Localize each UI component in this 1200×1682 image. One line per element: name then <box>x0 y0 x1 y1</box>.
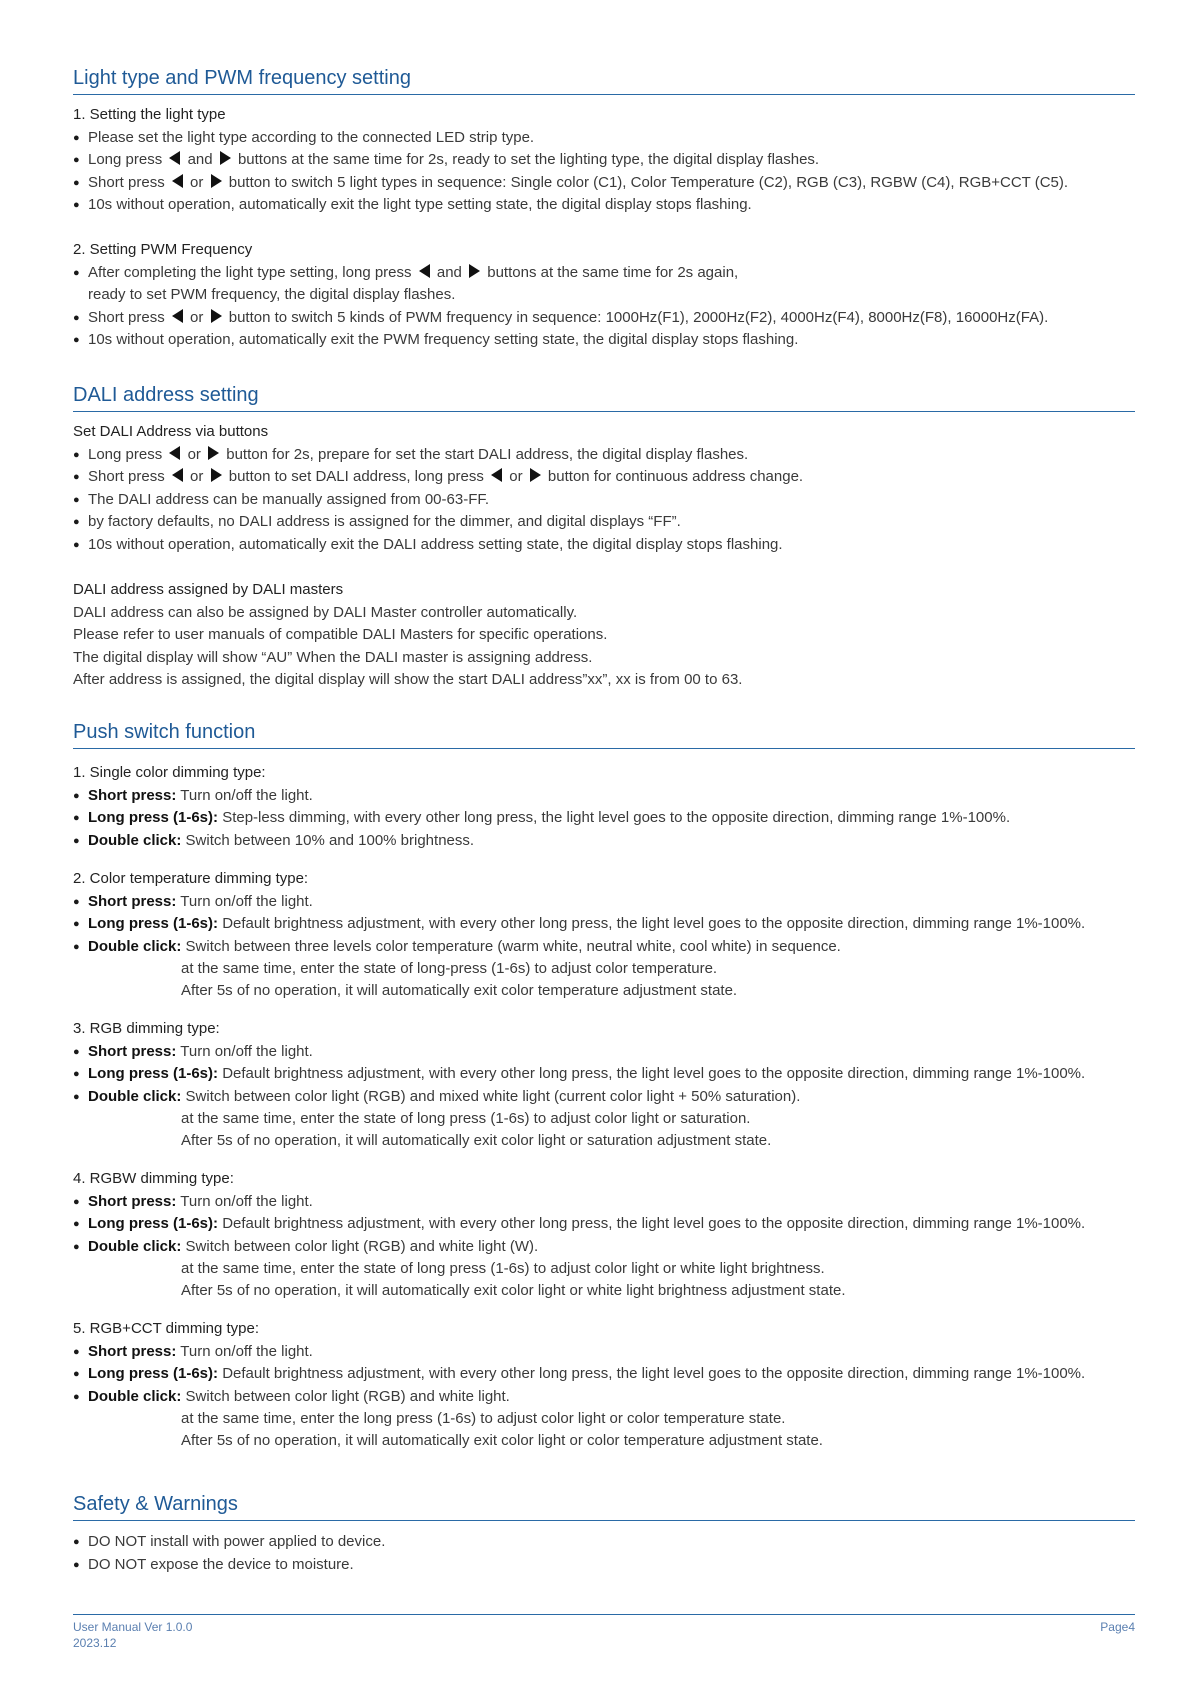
right-triangle-icon <box>469 264 480 278</box>
left-triangle-icon <box>491 468 502 482</box>
bullet-icon: ● <box>73 1045 80 1058</box>
footer-page-number: Page4 <box>1100 1620 1135 1634</box>
bullet-icon: ● <box>73 918 80 930</box>
push-group-2 <box>73 868 1135 1002</box>
list-item: ● Double click: Switch between 10% and 100% brightness. <box>73 830 1135 853</box>
list-item-continuation: ready to set PWM frequency, the digital display flashes. <box>88 286 456 303</box>
bullet-icon: ● <box>73 1090 80 1103</box>
list-item: ● Short press: Turn on/off the light. <box>73 1041 1135 1064</box>
paragraph-line: Please refer to user manuals of compatible DALI Masters for specific operations. <box>73 626 608 643</box>
list-item: ● Please set the light type according to the connected LED strip type. <box>73 127 1135 150</box>
bullet-icon: ● <box>73 176 80 189</box>
section-title: Light type and PWM frequency setting <box>73 66 1135 95</box>
bullet-icon: ● <box>73 1068 80 1080</box>
left-triangle-icon <box>172 309 183 323</box>
subheading: 3. RGB dimming type: <box>73 1020 220 1037</box>
bullet-icon: ● <box>73 266 80 279</box>
bullet-icon: ● <box>73 471 80 483</box>
subheading: Set DALI Address via buttons <box>73 423 269 440</box>
bullet-icon: ● <box>73 199 80 211</box>
bullet-icon: ● <box>73 1345 80 1358</box>
push-section-header <box>73 720 1135 749</box>
bullet-icon: ● <box>73 940 80 953</box>
list-item: ● Double click: Switch between color light (RGB) and white light. <box>73 1386 1135 1409</box>
push-group-5 <box>73 1318 1135 1452</box>
indented-note: at the same time, enter the state of long press (1-6s) to adjust color light or white light brightness. <box>181 1260 825 1277</box>
list-item: ● Long press (1-6s): Default brightness adjustment, with every other long press, the light level goes to the opposite direction, dimming range 1%-100%. <box>73 1063 1135 1086</box>
bullet-icon: ● <box>73 538 80 551</box>
paragraph-line: After address is assigned, the digital display will show the start DALI address”xx”, xx is from 00 to 63. <box>73 671 743 688</box>
dali-buttons-block <box>73 421 1135 556</box>
indented-note: at the same time, enter the long press (1-6s) to adjust color light or color temperature state. <box>181 1410 786 1427</box>
list-item: ● Double click: Switch between color light (RGB) and mixed white light (current color light + 50% saturation). <box>73 1086 1135 1109</box>
bullet-icon: ● <box>73 789 80 802</box>
list-item: ● Short press or button to switch 5 light types in sequence: Single color (C1), Color Temperature (C2), RGB (C3), RGBW (C4), RGB+CCT (C5). <box>73 172 1135 195</box>
bullet-icon: ● <box>73 895 80 908</box>
list-item: ● 10s without operation, automatically exit the light type setting state, the digital display stops flashing. <box>73 194 1135 217</box>
list-item: ● Double click: Switch between color light (RGB) and white light (W). <box>73 1236 1135 1259</box>
subheading: DALI address assigned by DALI masters <box>73 581 344 598</box>
push-group-3 <box>73 1018 1135 1152</box>
paragraph-line: The digital display will show “AU” When the DALI master is assigning address. <box>73 648 593 666</box>
list-item: ● by factory defaults, no DALI address is assigned for the dimmer, and digital displays “FF”. <box>73 511 1135 534</box>
list-item: ● 10s without operation, automatically exit the PWM frequency setting state, the digital display stops flashing. <box>73 329 1135 352</box>
list-item: ● After completing the light type setting, long press and buttons at the same time for 2s again, <box>73 262 1135 285</box>
safety-section-header <box>73 1492 1135 1521</box>
indented-note: After 5s of no operation, it will automatically exit color temperature adjustment state. <box>181 982 738 999</box>
left-triangle-icon <box>172 174 183 188</box>
left-triangle-icon <box>172 468 183 482</box>
bullet-icon: ● <box>73 834 80 847</box>
indented-note: After 5s of no operation, it will automatically exit color light or color temperature adjustment state. <box>181 1432 823 1449</box>
bullet-icon: ● <box>73 812 80 824</box>
push-group-1 <box>73 762 1135 852</box>
list-item: ● Short press or button to set DALI address, long press or button for continuous address change. <box>73 466 1135 489</box>
indented-note: After 5s of no operation, it will automatically exit color light or saturation adjustment state. <box>181 1132 772 1149</box>
right-triangle-icon <box>208 446 219 460</box>
list-item: ● Long press or button for 2s, prepare for set the start DALI address, the digital display flashes. <box>73 444 1135 467</box>
list-item: ● Long press (1-6s): Default brightness adjustment, with every other long press, the light level goes to the opposite direction, dimming range 1%-100%. <box>73 1213 1135 1236</box>
list-item: ● Long press (1-6s): Default brightness adjustment, with every other long press, the light level goes to the opposite direction, dimming range 1%-100%. <box>73 1363 1135 1386</box>
bullet-icon: ● <box>73 1240 80 1253</box>
indented-note: at the same time, enter the state of long press (1-6s) to adjust color light or saturation. <box>181 1110 751 1127</box>
right-triangle-icon <box>220 151 231 165</box>
bullet-icon: ● <box>73 334 80 346</box>
left-triangle-icon <box>169 446 180 460</box>
section-title: Safety & Warnings <box>73 1492 1135 1521</box>
right-triangle-icon <box>211 174 222 188</box>
subheading: 4. RGBW dimming type: <box>73 1170 234 1187</box>
bullet-icon: ● <box>73 131 80 144</box>
bullet-icon: ● <box>73 1218 80 1230</box>
light-type-block <box>73 104 1135 217</box>
left-triangle-icon <box>419 264 430 278</box>
section-title: Push switch function <box>73 720 1135 749</box>
paragraph-line: DALI address can also be assigned by DALI Master controller automatically. <box>73 603 578 621</box>
dali-section-header <box>73 383 1135 412</box>
bullet-icon: ● <box>73 1368 80 1380</box>
indented-note: After 5s of no operation, it will automatically exit color light or white light brightness adjustment state. <box>181 1282 846 1299</box>
list-item: ● Long press (1-6s): Step-less dimming, with every other long press, the light level goes to the opposite direction, dimming range 1%-100%. <box>73 807 1135 830</box>
push-group-4 <box>73 1168 1135 1302</box>
list-item: ● Long press and buttons at the same time for 2s, ready to set the lighting type, the digital display flashes. <box>73 149 1135 172</box>
list-item: ● DO NOT install with power applied to device. <box>73 1531 1135 1554</box>
subheading: 2. Setting PWM Frequency <box>73 241 253 258</box>
bullet-icon: ● <box>73 311 80 324</box>
list-item: ● Short press: Turn on/off the light. <box>73 785 1135 808</box>
list-item: ● Short press: Turn on/off the light. <box>73 1341 1135 1364</box>
list-item: ● Double click: Switch between three levels color temperature (warm white, neutral white, cool white) in sequence. <box>73 936 1135 959</box>
bullet-icon: ● <box>73 1390 80 1403</box>
dali-master-block <box>73 579 1135 692</box>
light-type-section-header <box>73 66 1135 95</box>
footer-version: User Manual Ver 1.0.0 <box>73 1620 193 1634</box>
subheading: 2. Color temperature dimming type: <box>73 870 309 887</box>
bullet-icon: ● <box>73 493 80 506</box>
safety-block <box>73 1531 1135 1576</box>
right-triangle-icon <box>211 309 222 323</box>
list-item: ● Long press (1-6s): Default brightness adjustment, with every other long press, the light level goes to the opposite direction, dimming range 1%-100%. <box>73 913 1135 936</box>
list-item: ● The DALI address can be manually assigned from 00-63-FF. <box>73 489 1135 512</box>
list-item: ● 10s without operation, automatically exit the DALI address setting state, the digital display stops flashing. <box>73 534 1135 557</box>
subheading: 1. Setting the light type <box>73 106 226 123</box>
list-item: ● Short press: Turn on/off the light. <box>73 1191 1135 1214</box>
list-item: ● DO NOT expose the device to moisture. <box>73 1554 1135 1577</box>
bullet-icon: ● <box>73 1558 80 1571</box>
footer-date: 2023.12 <box>73 1636 117 1650</box>
bullet-icon: ● <box>73 448 80 461</box>
bullet-icon: ● <box>73 516 80 528</box>
list-item: ● Short press or button to switch 5 kinds of PWM frequency in sequence: 1000Hz(F1), 2000Hz(F2), 4000Hz(F4), 8000Hz(F8), 16000Hz(FA). <box>73 307 1135 330</box>
bullet-icon: ● <box>73 1195 80 1208</box>
bullet-icon: ● <box>73 1536 80 1548</box>
indented-note: at the same time, enter the state of long-press (1-6s) to adjust color temperature. <box>181 960 718 977</box>
right-triangle-icon <box>211 468 222 482</box>
bullet-icon: ● <box>73 154 80 166</box>
subheading: 5. RGB+CCT dimming type: <box>73 1320 260 1337</box>
section-title: DALI address setting <box>73 383 1135 412</box>
subheading: 1. Single color dimming type: <box>73 764 266 781</box>
pwm-block <box>73 239 1135 352</box>
left-triangle-icon <box>169 151 180 165</box>
right-triangle-icon <box>530 468 541 482</box>
list-item: ● Short press: Turn on/off the light. <box>73 891 1135 914</box>
footer-divider <box>73 1614 1135 1615</box>
